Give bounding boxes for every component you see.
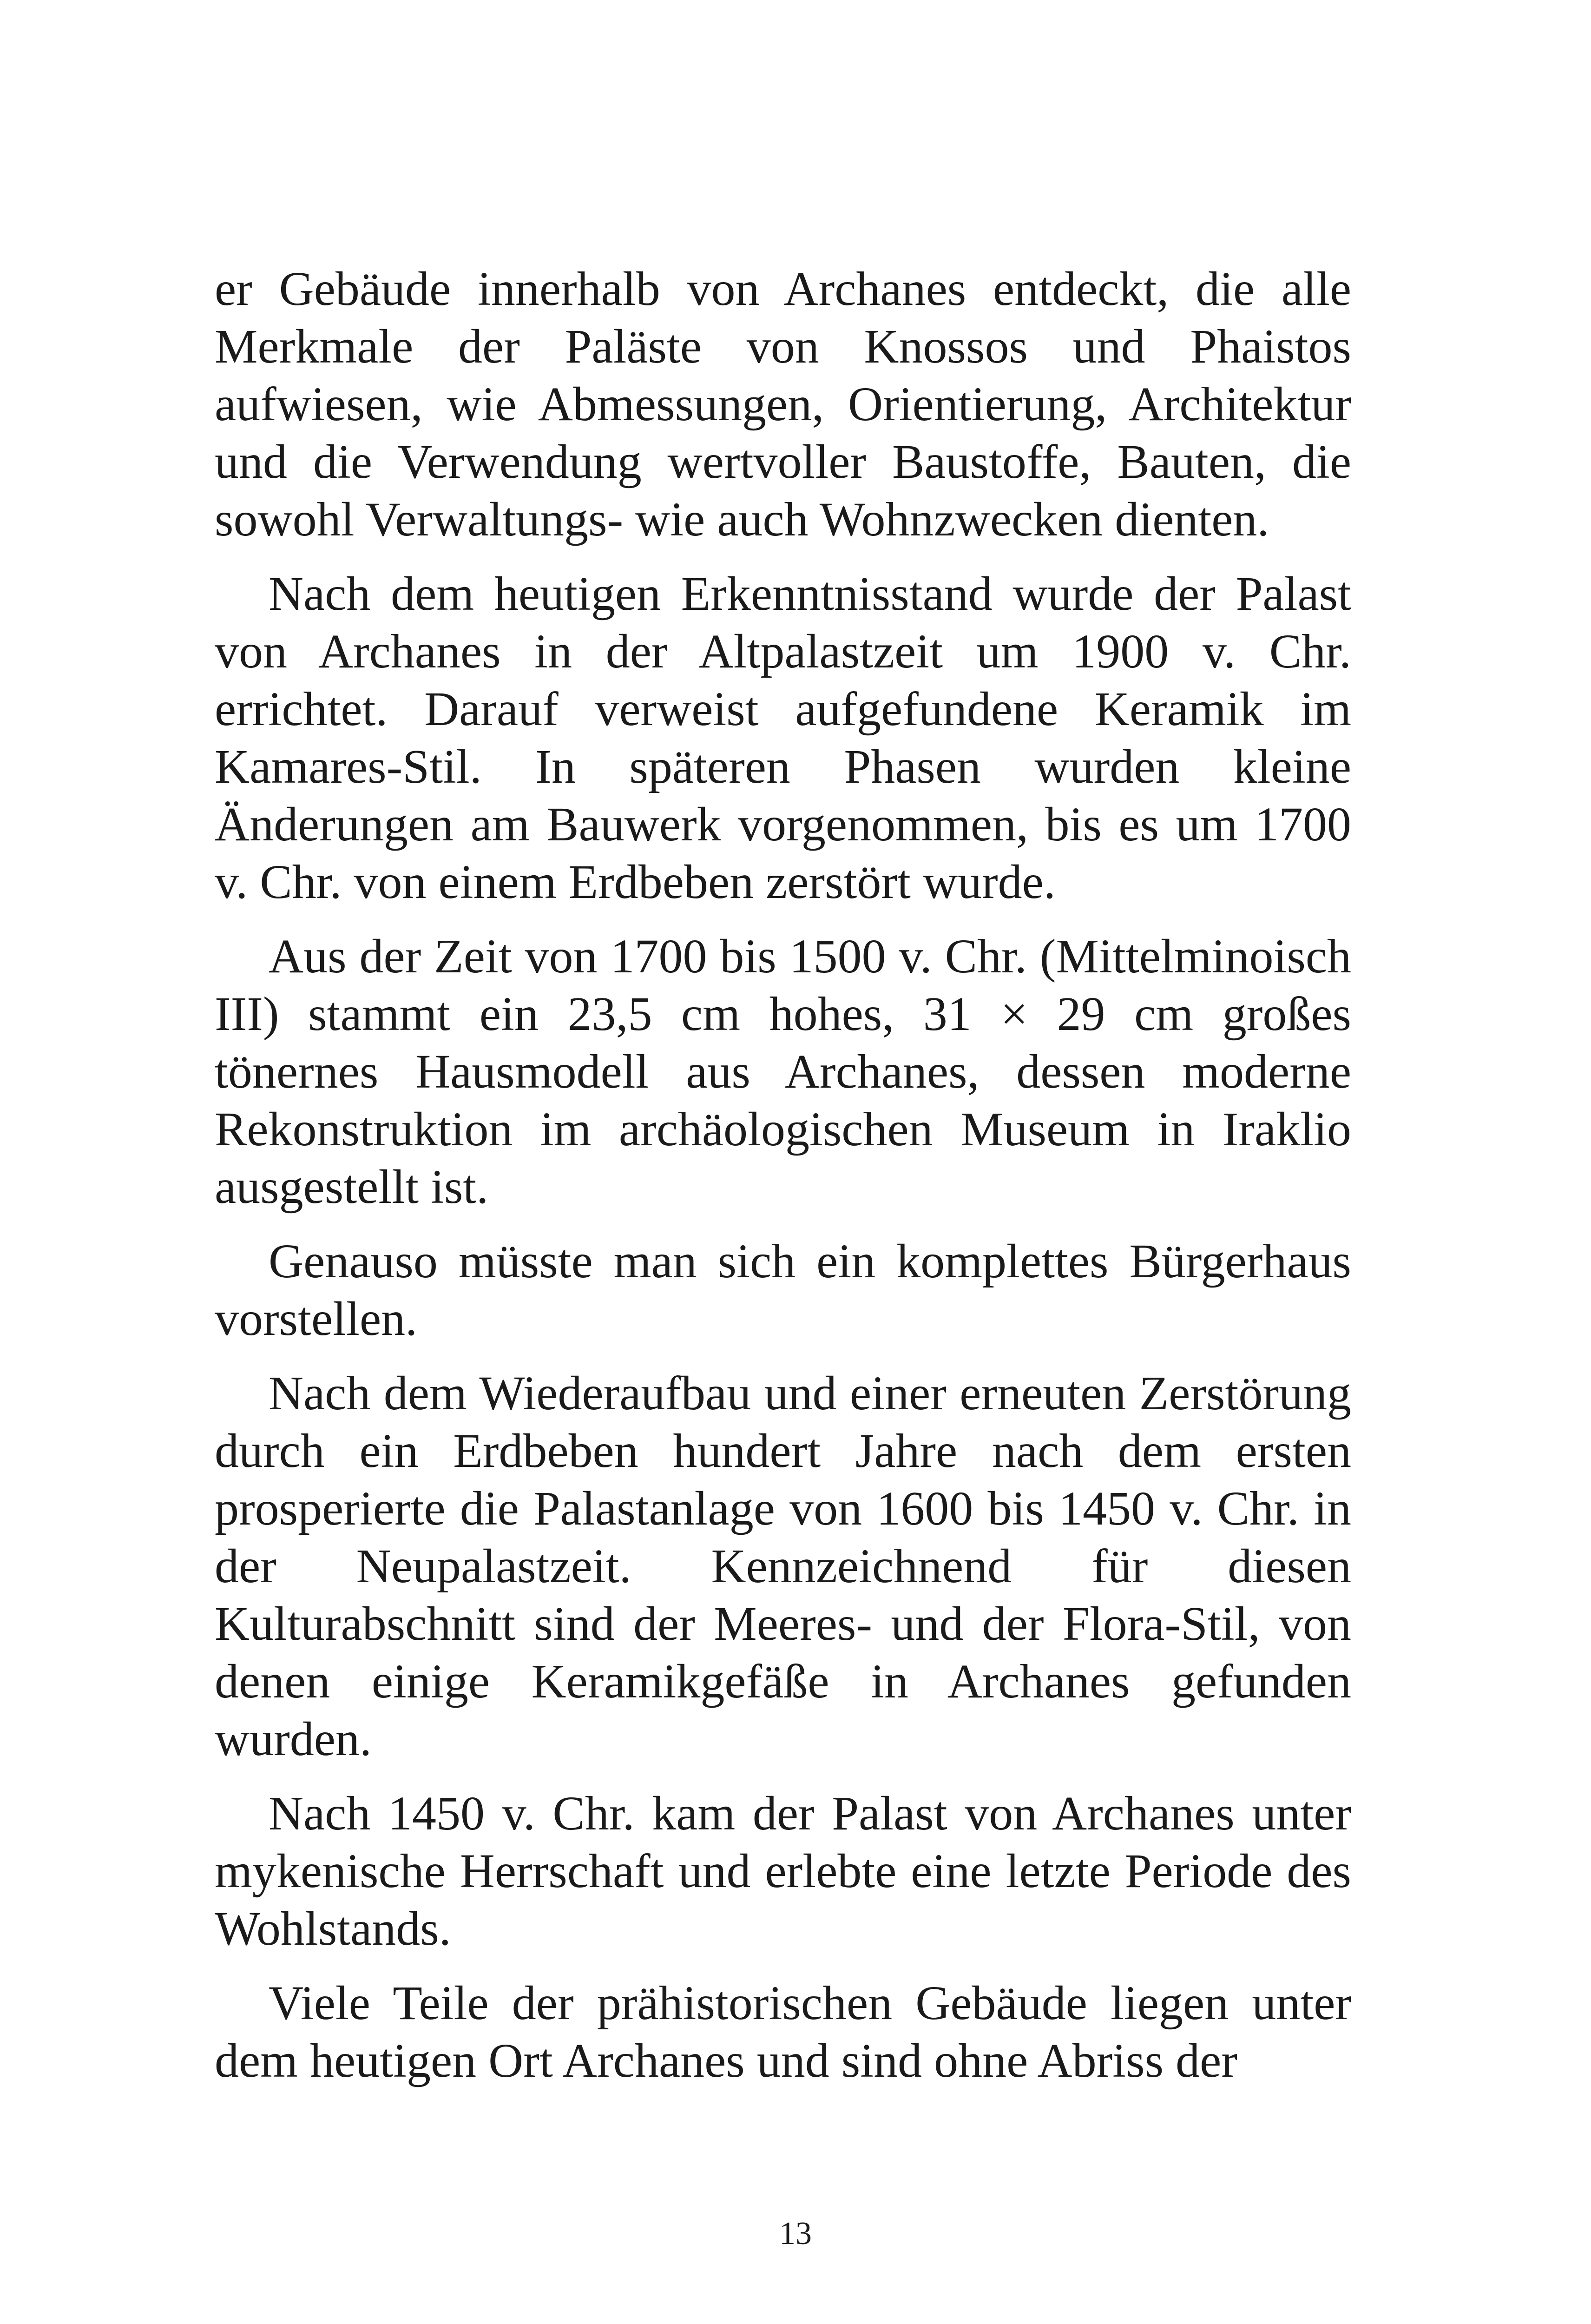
paragraph-neopalatial: Nach dem Wiederaufbau und einer erneuten Zerstörung durch ein Erdbeben hundert Jahre nach dem ersten prosperierte die Palastanlage von 1600 bis 1450 v. Chr. in der Neupalastzeit. Kennzeichnend für diesen Kulturabschnitt sind der Meeres- und der Flora-Stil, von denen einige Keramikgefäße in Archanes gefunden wurden. — [215, 1367, 1351, 1766]
body-text — [215, 260, 1351, 2106]
paragraph-palace-dating: Nach dem heutigen Erkenntnisstand wurde der Palast von Archanes in der Altpalastzeit um 1900 v. Chr. errichtet. Darauf verweist aufgefundene Keramik im Kamares-Stil. In späteren Phasen wurden kleine Änderungen am Bauwerk vorgenommen, bis es um 1700 v. Chr. von einem Erdbeben zerstört wurde. — [215, 567, 1351, 909]
paragraph-citizen-house: Genauso müsste man sich ein komplettes Bürgerhaus vorstellen. — [215, 1235, 1351, 1346]
paragraph-continuation: er Gebäude innerhalb von Archanes entdeckt, die alle Merkmale der Paläste von Knossos und Phaistos aufwiesen, wie Abmessungen, Orientierung, Architektur und die Verwendung wertvoller Baustoffe, Bauten, die sowohl Verwaltungs- wie auch Wohnzwecken dienten. — [215, 262, 1351, 546]
paragraph-house-model: Aus der Zeit von 1700 bis 1500 v. Chr. (Mittelminoisch III) stammt ein 23,5 cm hohes, 31 × 29 cm großes tönernes Hausmodell aus Archanes, dessen moderne Rekonstruktion im archäologischen Museum in Iraklio ausgestellt ist. — [215, 930, 1351, 1214]
paragraph-mycenaean: Nach 1450 v. Chr. kam der Palast von Archanes unter mykenische Herrschaft und erlebte eine letzte Periode des Wohlstands. — [215, 1787, 1351, 1955]
page-number: 13 — [779, 2216, 812, 2251]
paragraph-modern-village: Viele Teile der prähistorischen Gebäude liegen unter dem heutigen Ort Archanes und sind ohne Abriss der — [215, 1976, 1351, 2087]
